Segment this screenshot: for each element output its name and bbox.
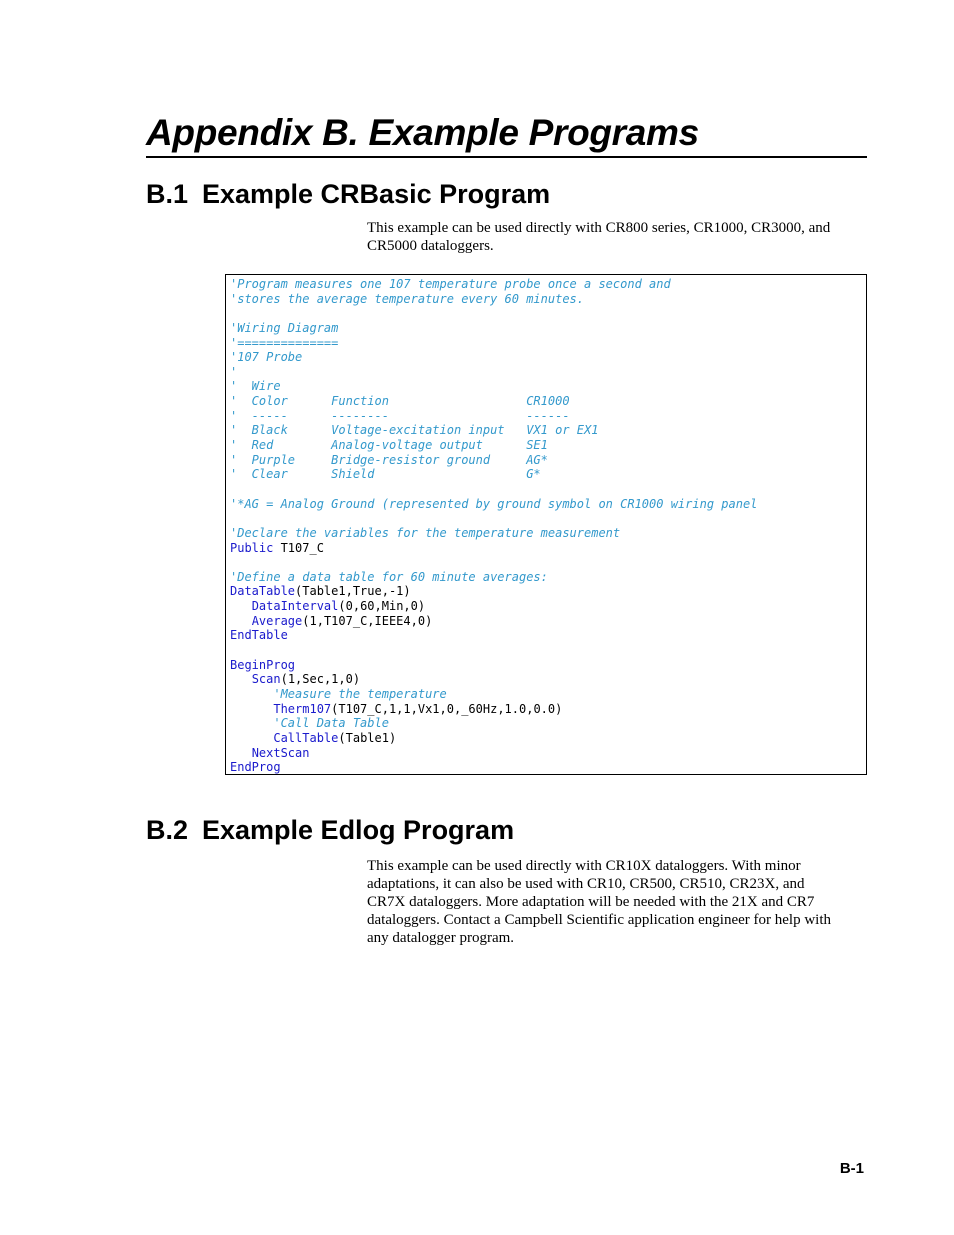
code-keyword: CallTable — [273, 730, 339, 745]
section-number: B.2 — [146, 815, 189, 845]
code-text: (Table1,True,-1) — [295, 584, 411, 599]
code-line — [230, 570, 757, 585]
code-comment: 'Call Data Table — [230, 716, 389, 731]
code-comment: ' Color Function CR1000 — [230, 394, 570, 409]
code-line — [230, 423, 757, 438]
code-text: (1,Sec,1,0) — [280, 672, 361, 687]
code-line — [230, 687, 757, 702]
code-comment: ' — [230, 364, 238, 379]
code-comment: ' Wire — [230, 379, 281, 394]
code-line — [230, 379, 757, 394]
code-keyword: DataTable — [230, 584, 296, 599]
code-line — [230, 599, 757, 614]
code-line — [230, 702, 757, 717]
code-line — [230, 658, 757, 673]
code-keyword: NextScan — [251, 745, 310, 760]
code-comment: 'Program measures one 107 temperature probe once a second and — [230, 277, 671, 291]
section-title: Example CRBasic Program — [202, 179, 551, 209]
code-line — [230, 321, 757, 336]
code-line — [230, 614, 757, 629]
code-line — [230, 336, 757, 351]
paragraph-line: This example can be used directly with CR10X dataloggers. With minor — [367, 858, 801, 874]
section-b1-intro: This example can be used directly with CR800 series, CR1000, CR3000, and CR5000 dataloggers. — [367, 220, 831, 254]
code-line — [230, 306, 757, 321]
code-text — [230, 599, 252, 613]
code-comment: ' Black Voltage-excitation input VX1 or EX1 — [230, 423, 599, 438]
code-text: (0,60,Min,0) — [338, 599, 426, 614]
section-title: Example Edlog Program — [202, 815, 515, 845]
code-line — [230, 394, 757, 409]
code-text: (Table1) — [338, 730, 397, 745]
code-keyword: Average — [251, 613, 303, 628]
code-comment: 'Define a data table for 60 minute averages: — [230, 569, 548, 584]
code-text — [230, 702, 273, 716]
code-comment: ' Clear Shield G* — [230, 467, 541, 482]
code-line — [230, 731, 757, 746]
code-comment: 'Wiring Diagram — [230, 320, 339, 335]
code-comment: ' Purple Bridge-resistor ground AG* — [230, 452, 548, 467]
code-comment: 'Declare the variables for the temperature measurement — [230, 525, 621, 540]
code-line — [230, 628, 757, 643]
code-line — [230, 350, 757, 365]
code-comment: 'Measure the temperature — [230, 686, 447, 701]
section-number: B.1 — [146, 179, 189, 209]
paragraph-line: adaptations, it can also be used with CR10, CR500, CR510, CR23X, and — [367, 876, 805, 892]
code-comment: '107 Probe — [230, 350, 303, 365]
chapter-title: Appendix B. Example Programs — [146, 112, 699, 153]
code-keyword: Scan — [251, 672, 281, 687]
code-comment: ' ----- -------- ------ — [230, 408, 570, 423]
code-line — [230, 672, 757, 687]
code-line — [230, 482, 757, 497]
crbasic-program-code — [230, 277, 757, 775]
code-line — [230, 716, 757, 731]
code-text: (1,T107_C,IEEE4,0) — [302, 613, 433, 628]
code-comment: '*AG = Analog Ground (represented by ground symbol on CR1000 wiring panel — [230, 496, 758, 511]
code-line — [230, 746, 757, 761]
code-line — [230, 292, 757, 307]
paragraph-line: any datalogger program. — [367, 930, 515, 946]
code-line — [230, 760, 757, 775]
code-keyword: BeginProg — [230, 657, 296, 672]
section-b2-paragraph — [367, 857, 863, 947]
paragraph-line: dataloggers. Contact a Campbell Scientific application engineer for help with — [367, 912, 832, 928]
code-line — [230, 277, 757, 292]
code-line — [230, 584, 757, 599]
section-heading-b2 — [146, 813, 514, 847]
code-keyword: EndTable — [230, 628, 288, 643]
code-text — [230, 746, 252, 760]
code-line — [230, 453, 757, 468]
code-text: (T107_C,1,1,Vx1,0,_60Hz,1.0,0.0) — [331, 701, 563, 716]
code-comment: '============== — [230, 335, 339, 350]
code-line — [230, 526, 757, 541]
code-listing-box — [225, 274, 867, 775]
code-keyword: Public — [230, 540, 274, 555]
code-comment: 'stores the average temperature every 60 minutes. — [230, 291, 585, 306]
page-number: B-1 — [839, 1160, 864, 1177]
code-text — [230, 731, 273, 745]
code-keyword: DataInterval — [251, 599, 339, 614]
code-line — [230, 541, 757, 556]
code-text — [230, 614, 252, 628]
code-line — [230, 365, 757, 380]
code-line — [230, 497, 757, 512]
section-heading-b1 — [146, 177, 550, 211]
code-line — [230, 438, 757, 453]
chapter-title-rule — [146, 156, 867, 158]
code-comment: ' Red Analog-voltage output SE1 — [230, 438, 548, 453]
code-line — [230, 467, 757, 482]
code-line — [230, 643, 757, 658]
code-line — [230, 555, 757, 570]
code-keyword: Therm107 — [273, 701, 332, 716]
code-text — [230, 672, 252, 686]
paragraph-line: CR7X dataloggers. More adaptation will be needed with the 21X and CR7 — [367, 894, 815, 910]
code-line — [230, 511, 757, 526]
code-text: T107_C — [273, 540, 324, 555]
code-keyword: EndProg — [230, 760, 281, 775]
code-line — [230, 409, 757, 424]
